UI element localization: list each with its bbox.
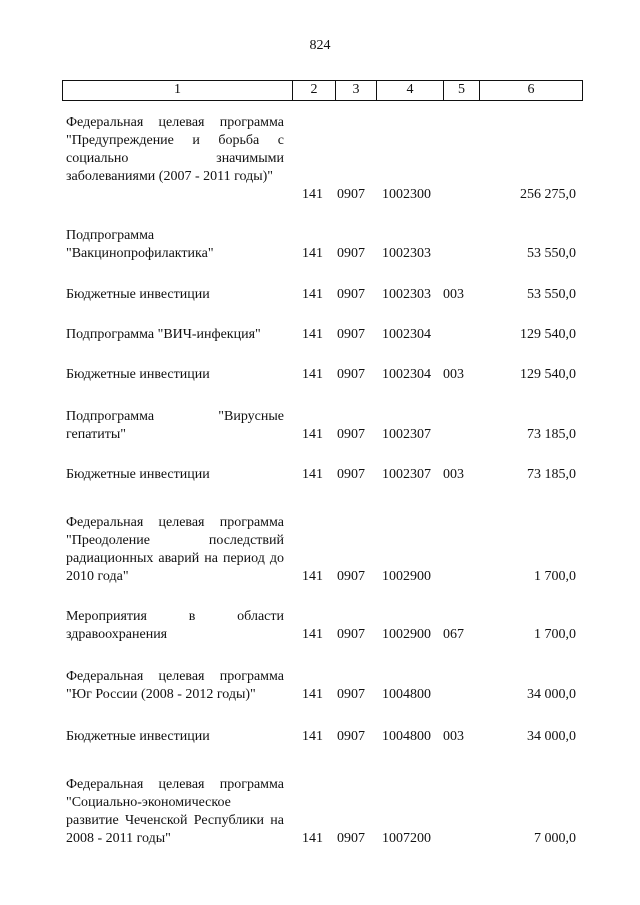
row-ved: 141 bbox=[302, 367, 323, 382]
row-ved: 141 bbox=[302, 287, 323, 302]
row-sum: 73 185,0 bbox=[527, 427, 576, 442]
row-ved: 141 bbox=[302, 831, 323, 846]
row-rz: 0907 bbox=[337, 687, 365, 702]
row-ved: 141 bbox=[302, 187, 323, 202]
row-vr: 003 bbox=[443, 729, 464, 744]
row-ved: 141 bbox=[302, 467, 323, 482]
row-name: Федеральная целевая программа "Социально-экономическое развитие Чеченской Республики на 2008 - 2011 годы" bbox=[66, 777, 284, 846]
row-vr: 003 bbox=[443, 467, 464, 482]
column-header-1: 1 bbox=[63, 81, 293, 101]
row-ved: 141 bbox=[302, 627, 323, 642]
column-header-6: 6 bbox=[480, 81, 583, 101]
row-csr: 1002303 bbox=[382, 246, 431, 261]
row-vr: 003 bbox=[443, 287, 464, 302]
row-rz: 0907 bbox=[337, 287, 365, 302]
row-rz: 0907 bbox=[337, 729, 365, 744]
row-ved: 141 bbox=[302, 427, 323, 442]
row-rz: 0907 bbox=[337, 569, 365, 584]
row-name: Бюджетные инвестиции bbox=[66, 467, 210, 482]
row-ved: 141 bbox=[302, 687, 323, 702]
row-name: Подпрограмма "Вакцинопрофилактика" bbox=[66, 228, 214, 261]
row-name: Бюджетные инвестиции bbox=[66, 367, 210, 382]
row-csr: 1002304 bbox=[382, 327, 431, 342]
row-name: Федеральная целевая программа "Преодоление последствий радиационных аварий на период до 2010 года" bbox=[66, 515, 284, 584]
row-name: Бюджетные инвестиции bbox=[66, 287, 210, 302]
row-sum: 34 000,0 bbox=[527, 687, 576, 702]
column-header-4: 4 bbox=[377, 81, 444, 101]
row-ved: 141 bbox=[302, 246, 323, 261]
row-rz: 0907 bbox=[337, 627, 365, 642]
row-rz: 0907 bbox=[337, 427, 365, 442]
column-header-3: 3 bbox=[336, 81, 377, 101]
row-csr: 1002307 bbox=[382, 427, 431, 442]
row-csr: 1002900 bbox=[382, 627, 431, 642]
row-sum: 7 000,0 bbox=[534, 831, 576, 846]
row-sum: 73 185,0 bbox=[527, 467, 576, 482]
row-csr: 1002300 bbox=[382, 187, 431, 202]
row-sum: 129 540,0 bbox=[520, 367, 576, 382]
row-ved: 141 bbox=[302, 729, 323, 744]
row-sum: 1 700,0 bbox=[534, 627, 576, 642]
row-sum: 256 275,0 bbox=[520, 187, 576, 202]
row-name: Бюджетные инвестиции bbox=[66, 729, 210, 744]
column-header-row bbox=[63, 81, 583, 101]
row-csr: 1002303 bbox=[382, 287, 431, 302]
row-rz: 0907 bbox=[337, 367, 365, 382]
column-header-5: 5 bbox=[444, 81, 480, 101]
row-ved: 141 bbox=[302, 327, 323, 342]
row-csr: 1004800 bbox=[382, 687, 431, 702]
row-sum: 1 700,0 bbox=[534, 569, 576, 584]
row-vr: 067 bbox=[443, 627, 464, 642]
row-csr: 1002307 bbox=[382, 467, 431, 482]
row-rz: 0907 bbox=[337, 187, 365, 202]
column-header-2: 2 bbox=[293, 81, 336, 101]
row-csr: 1004800 bbox=[382, 729, 431, 744]
row-csr: 1002304 bbox=[382, 367, 431, 382]
row-csr: 1002900 bbox=[382, 569, 431, 584]
row-vr: 003 bbox=[443, 367, 464, 382]
row-name: Подпрограмма "ВИЧ-инфекция" bbox=[66, 327, 261, 342]
row-sum: 53 550,0 bbox=[527, 287, 576, 302]
row-name: Мероприятия в области здравоохранения bbox=[66, 609, 284, 642]
row-rz: 0907 bbox=[337, 831, 365, 846]
row-rz: 0907 bbox=[337, 327, 365, 342]
row-rz: 0907 bbox=[337, 246, 365, 261]
row-rz: 0907 bbox=[337, 467, 365, 482]
row-csr: 1007200 bbox=[382, 831, 431, 846]
row-name: Федеральная целевая программа "Предупреждение и борьба с социально значимыми заболеваниями (2007 - 2011 годы)" bbox=[66, 115, 284, 184]
column-header-table bbox=[62, 80, 583, 101]
row-sum: 53 550,0 bbox=[527, 246, 576, 261]
row-sum: 129 540,0 bbox=[520, 327, 576, 342]
row-ved: 141 bbox=[302, 569, 323, 584]
row-sum: 34 000,0 bbox=[527, 729, 576, 744]
row-name: Подпрограмма "Вирусные гепатиты" bbox=[66, 409, 284, 442]
row-name: Федеральная целевая программа "Юг России (2008 - 2012 годы)" bbox=[66, 669, 284, 702]
page-number: 824 bbox=[309, 38, 331, 53]
